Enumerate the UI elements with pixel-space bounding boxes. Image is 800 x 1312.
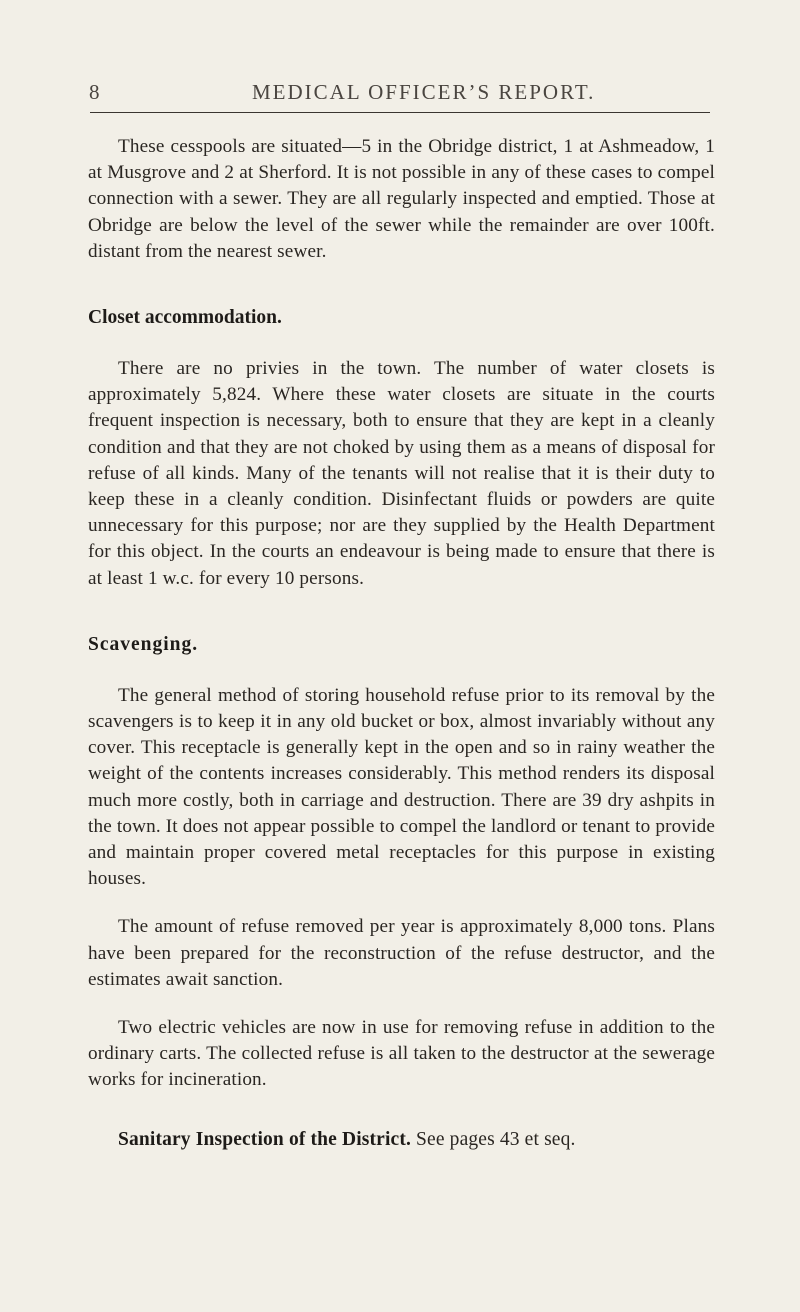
page-header (60, 80, 710, 108)
sanitary-inspection-line (88, 1127, 715, 1153)
paragraph-cesspools: These cesspools are situated—5 in the Obridge district, 1 at Ashmeadow, 1 at Musgrove and 2 at Sherford. It is not possible in any of these cases to compel connection with a sewer. They are all regularly inspected and emptied. Those at Obridge are below the level of the sewer while the remainder are over 100ft. distant from the nearest sewer. (88, 136, 715, 262)
paragraph-closets: There are no privies in the town. The number of water closets is approximately 5,824. Where these water closets are situate in the courts frequent inspection is necessary, both to ensure that they are kept in a cleanly condition and that they are not choked by using them as a means of disposal for refuse of all kinds. Many of the tenants will not realise that it is their duty to keep these in a cleanly condition. Disinfectant fluids or powders are quite unnecessary for this purpose; nor are they supplied by the Health Department for this object. In the courts an endeavour is being made to ensure that there is at least 1 w.c. for every 10 persons. (88, 358, 715, 589)
running-title: MEDICAL OFFICER’S REPORT. (252, 80, 596, 104)
paragraph-electric-vehicles: Two electric vehicles are now in use for removing refuse in addition to the ordinary carts. The collected refuse is all taken to the destructor at the sewerage works for incineration. (88, 1017, 715, 1091)
header-rule (90, 112, 710, 113)
paragraph-refuse-amount: The amount of refuse removed per year is approximately 8,000 tons. Plans have been prepared for the reconstruction of the refuse destructor, and the estimates await sanction. (88, 916, 715, 990)
heading-scavenging: Scavenging. (88, 633, 199, 655)
sanitary-inspection-reference: See pages 43 et seq. (411, 1128, 576, 1150)
report-body (88, 130, 715, 1153)
heading-closet-accommodation: Closet accommodation. (88, 307, 282, 329)
paragraph-scavenging-method: The general method of storing household refuse prior to its removal by the scavengers is to keep it in any old bucket or box, almost invariably without any cover. This receptacle is generally kept in the open and so in rainy weather the weight of the contents increases considerably. This method renders its disposal much more costly, both in carriage and destruction. There are 39 dry ashpits in the town. It does not appear possible to compel the landlord or tenant to provide and maintain proper covered metal receptacles for this purpose in existing houses. (88, 684, 715, 890)
page-number: 8 (89, 80, 101, 104)
sanitary-inspection-heading: Sanitary Inspection of the District. (118, 1128, 412, 1150)
